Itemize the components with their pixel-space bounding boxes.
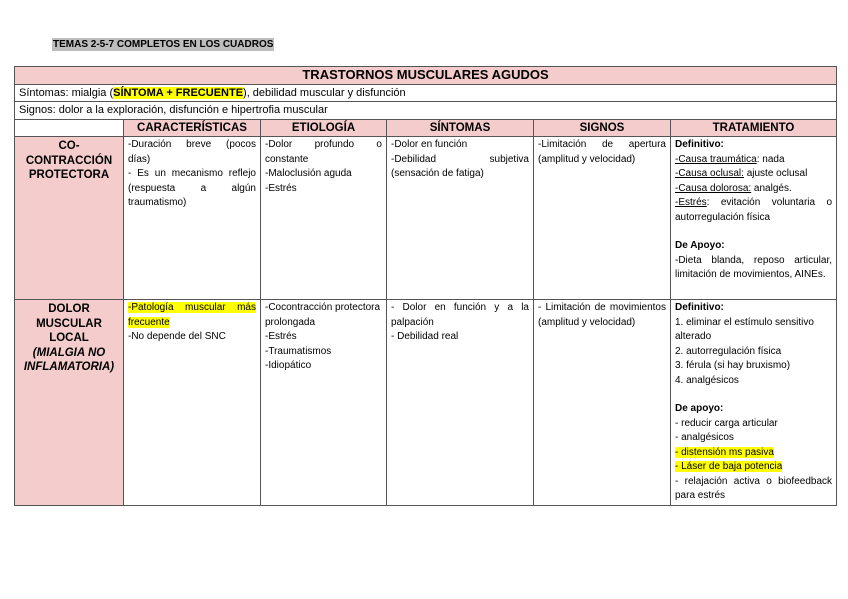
cell-sintomas-2 bbox=[387, 300, 534, 506]
cell-caracteristicas-1 bbox=[124, 137, 261, 300]
header-signos: SIGNOS bbox=[534, 119, 671, 137]
row-label-main: DOLOR MUSCULAR LOCAL bbox=[36, 303, 102, 344]
cell-signos-1 bbox=[534, 137, 671, 300]
text-line bbox=[675, 153, 832, 168]
text-line: 2. autorregulación física bbox=[675, 345, 782, 357]
sintomas-prefix: Síntomas: mialgia ( bbox=[19, 86, 114, 99]
apoyo-title: De apoyo: bbox=[675, 403, 724, 414]
header-row bbox=[15, 119, 837, 137]
trastornos-table bbox=[14, 66, 837, 506]
underlined-text: -Causa traumática bbox=[675, 153, 757, 165]
highlighted-text: - Láser de baja potencia bbox=[675, 461, 783, 472]
text-line: -Limitación de apertura (amplitud y velocidad) bbox=[538, 139, 666, 165]
cell-etiologia-2 bbox=[261, 300, 387, 506]
cell-signos-2 bbox=[534, 300, 671, 506]
header-tratamiento: TRATAMIENTO bbox=[671, 119, 837, 137]
text-line: - Limitación de movimientos (amplitud y velocidad) bbox=[538, 302, 666, 328]
text-line: -Maloclusión aguda bbox=[265, 168, 352, 179]
text-line bbox=[675, 182, 832, 197]
header-caracteristicas: CARACTERÍSTICAS bbox=[124, 119, 261, 137]
top-note: TEMAS 2-5-7 COMPLETOS EN LOS CUADROS bbox=[53, 39, 274, 50]
text-line: -Estrés bbox=[265, 182, 297, 194]
text-line: - analgésicos bbox=[675, 432, 734, 443]
header-etiologia: ETIOLOGÍA bbox=[261, 119, 387, 137]
text-span: analgés. bbox=[751, 182, 792, 194]
row-label-cocontraccion: CO-CONTRACCIÓN PROTECTORA bbox=[15, 137, 124, 300]
apoyo-title: De Apoyo: bbox=[675, 240, 725, 251]
row-label-dolor-muscular bbox=[15, 300, 124, 506]
definitivo-title: Definitivo: bbox=[675, 139, 724, 150]
highlighted-text: - distensión ms pasiva bbox=[675, 446, 774, 458]
text-line: - Dolor en función y a la palpación bbox=[391, 302, 529, 328]
text-line: - Es un mecanismo reflejo (respuesta a algún traumatismo) bbox=[128, 168, 256, 208]
cell-etiologia-1 bbox=[261, 137, 387, 300]
text-line: -Estrés bbox=[265, 331, 297, 342]
underlined-text: -Causa dolorosa: bbox=[675, 182, 752, 194]
row-label-sub: (MIALGIA NO INFLAMATORIA) bbox=[23, 346, 115, 373]
cell-caracteristicas-2 bbox=[124, 300, 261, 506]
text-line: 3. férula (si hay bruxismo) bbox=[675, 360, 791, 371]
cell-tratamiento-2 bbox=[671, 300, 837, 506]
underlined-text: -Causa oclusal: bbox=[675, 168, 744, 179]
text-line bbox=[675, 196, 832, 225]
text-span: ajuste oclusal bbox=[743, 168, 808, 179]
text-line: - reducir carga articular bbox=[675, 417, 778, 429]
text-line: -Cocontracción protectora prolongada bbox=[265, 302, 381, 328]
header-sintomas: SÍNTOMAS bbox=[387, 119, 534, 137]
sintomas-line bbox=[15, 84, 837, 102]
text-line: -Traumatismos bbox=[265, 345, 332, 357]
text-line: -No depende del SNC bbox=[128, 331, 226, 342]
signos-row bbox=[15, 102, 837, 120]
table-row-dolor-muscular bbox=[15, 300, 837, 506]
text-line: -Dieta blanda, reposo articular, limitación de movimientos, AINEs. bbox=[675, 254, 833, 280]
text-line: 4. analgésicos bbox=[675, 374, 739, 386]
table-row-cocontraccion bbox=[15, 137, 837, 300]
text-line: - Debilidad real bbox=[391, 331, 459, 342]
underlined-text: -Estrés bbox=[675, 197, 707, 208]
cell-tratamiento-1 bbox=[671, 137, 837, 300]
text-line: -Debilidad subjetiva (sensación de fatiga) bbox=[391, 153, 529, 179]
text-line bbox=[675, 167, 832, 182]
table-title: TRASTORNOS MUSCULARES AGUDOS bbox=[15, 67, 837, 85]
definitivo-title: Definitivo: bbox=[675, 302, 724, 313]
cell-sintomas-1 bbox=[387, 137, 534, 300]
text-line: -Dolor en función bbox=[391, 139, 468, 150]
sintomas-highlight: SÍNTOMA + FRECUENTE bbox=[113, 86, 244, 99]
title-row bbox=[15, 67, 837, 85]
text-span: : evitación voluntaria o autorregulación física bbox=[675, 197, 833, 223]
sintomas-row bbox=[15, 84, 837, 102]
text-line: - relajación activa o biofeedback para estrés bbox=[675, 475, 833, 501]
text-line: -Dolor profundo o constante bbox=[265, 139, 382, 165]
sintomas-suffix: ), debilidad muscular y disfunción bbox=[243, 86, 406, 99]
text-line: -Idiopático bbox=[265, 360, 312, 371]
text-line: 1. eliminar el estímulo sensitivo alterado bbox=[675, 316, 814, 342]
header-blank bbox=[15, 119, 124, 137]
text-line: -Duración breve (pocos días) bbox=[128, 139, 256, 165]
signos-line: Signos: dolor a la exploración, disfunción e hipertrofia muscular bbox=[15, 102, 837, 120]
highlighted-text: -Patología muscular más frecuente bbox=[128, 302, 256, 328]
text-span: : nada bbox=[756, 153, 785, 165]
